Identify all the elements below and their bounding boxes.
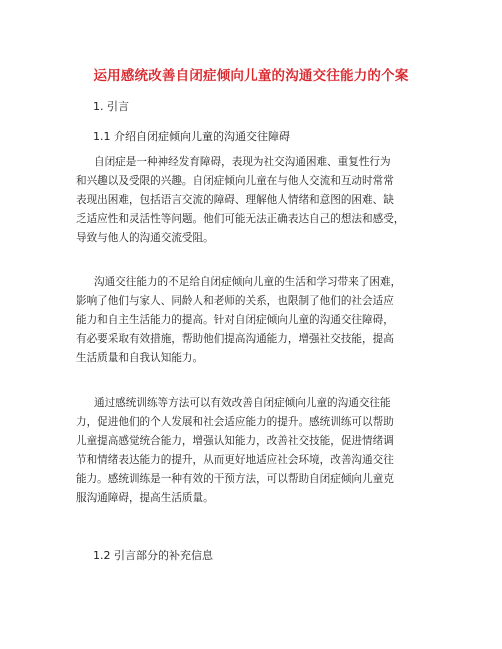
paragraph-line: 生活质量和自我认知能力。	[76, 352, 204, 365]
paragraph-line: 表现出困难，包括语言交流的障碍、理解他人情绪和意图的困难、缺	[76, 194, 394, 207]
paragraph-line: 力，促进他们的个人发展和社会适应能力的提升。感统训练可以帮助	[76, 416, 394, 429]
paragraph-line: 能力和自主生活能力的提高。针对自闭症倾向儿童的沟通交往障碍，	[76, 314, 394, 327]
section-heading-1: 1. 引言	[93, 100, 129, 113]
paragraph-line: 自闭症是一种神经发育障碍，表现为社交沟通困难、重复性行为	[94, 156, 391, 168]
paragraph-line: 乏适应性和灵活性等问题。他们可能无法正确表达自己的想法和感受，	[76, 213, 405, 226]
paragraph-line: 节和情绪表达能力的提升，从而更好地适应社会环境，改善沟通交往	[76, 454, 394, 467]
paragraph-line: 儿童提高感觉统合能力，增强认知能力，改善社交技能，促进情绪调	[76, 435, 394, 448]
paragraph-3	[76, 394, 456, 509]
paragraph-line: 和兴趣以及受限的兴趣。自闭症倾向儿童在与他人交流和互动时常常	[76, 175, 394, 188]
paragraph-line: 能力。感统训练是一种有效的干预方法，可以帮助自闭症倾向儿童克	[76, 473, 394, 486]
paragraph-2	[76, 273, 456, 368]
section-heading-1-2: 1.2 引言部分的补充信息	[93, 549, 213, 562]
paragraph-line: 影响了他们与家人、同龄人和老师的关系，也限制了他们的社会适应	[76, 295, 394, 308]
paragraph-line: 服沟通障碍，提高生活质量。	[76, 492, 214, 505]
section-heading-1-1: 1.1 介绍自闭症倾向儿童的沟通交往障碍	[93, 130, 290, 143]
paragraph-line: 导致与他人的沟通交流受阻。	[76, 232, 214, 245]
document-title: 运用感统改善自闭症倾向儿童的沟通交往能力的个案	[93, 68, 409, 84]
paragraph-line: 沟通交往能力的不足给自闭症倾向儿童的生活和学习带来了困难，	[94, 276, 402, 288]
paragraph-1	[76, 153, 456, 248]
paragraph-line: 通过感统训练等方法可以有效改善自闭症倾向儿童的沟通交往能	[94, 397, 391, 409]
paragraph-line: 有必要采取有效措施，帮助他们提高沟通能力，增强社交技能，提高	[76, 333, 394, 346]
